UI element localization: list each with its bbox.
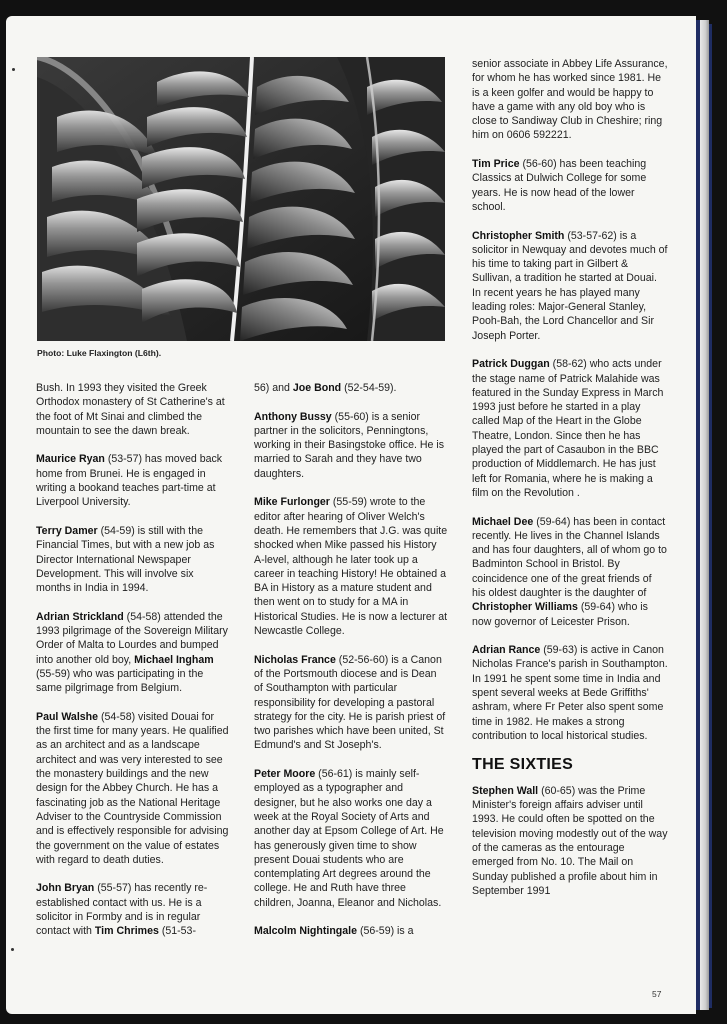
entry-name: Tim Price (472, 158, 520, 171)
entry-name: Adrian Strickland (36, 610, 124, 623)
entry-name: Christopher Smith (472, 229, 565, 242)
entry-name: Adrian Rance (472, 644, 541, 657)
entry-paragraph: Mike Furlonger (55-59) wrote to the editor after hearing of Oliver Welch's death. He remembers that J.G. was quite shocked when Mike passed his History A-level, although he later took up a career in teaching History! He obtained a BA in History as a mature student and then went on to study for a MA in Historical Studies. He is now a lecturer at Newcastle College. (254, 496, 448, 638)
entry-name: Michael Dee (472, 515, 534, 528)
entry-paragraph: Bush. In 1993 they visited the Greek Orthodox monastery of St Catherine's at the foot of Mt Sinai and climbed the mountain to see the dawn break. (36, 382, 225, 437)
entry-name: Christopher Williams (472, 601, 578, 614)
entry-name: Patrick Duggan (472, 358, 550, 371)
page-number: 57 (652, 989, 662, 999)
entry-name: John Bryan (36, 882, 95, 895)
column-1 (36, 381, 230, 953)
entry-paragraph: Tim Price (56-60) has been teaching Classics at Dulwich College for some years. He is now head of the lower school. (472, 158, 647, 213)
photo-caption: Photo: Luke Flaxington (L6th). (37, 348, 162, 358)
entry-name: Terry Damer (36, 524, 98, 537)
entry-name: Michael Ingham (134, 653, 214, 666)
entry-name: Peter Moore (254, 768, 316, 781)
entry-paragraph: Terry Damer (54-59) is still with the Financial Times, but with a new job as Director International Newspaper Development. This will involve six months in India in 1994. (36, 524, 215, 595)
scan-speck (11, 948, 14, 951)
entry-paragraph: Maurice Ryan (53-57) has moved back home from Brunei. He is engaged in writing a bookand teaches part-time at Liverpool University. (36, 453, 223, 509)
leaf-photo-image (37, 57, 445, 341)
entry-paragraph: Stephen Wall (60-65) was the Prime Minister's foreign affairs adviser until 1993. He could often be spotted on the television moving modestly out of the way of the cameras as the entourage emerged from No. 10. The Mail on Sunday published a profile about him in September 1991 (472, 784, 668, 897)
entry-name: Joe Bond (292, 382, 342, 394)
entry-paragraph: 56) and Joe Bond (52-54-59). (254, 382, 397, 394)
entry-name: Maurice Ryan (36, 453, 105, 466)
entry-paragraph: Adrian Rance (59-63) is active in Canon Nicholas France's parish in Southampton. In 1991 he spent some time in India and spent several weeks at Bede Griffiths' ashram, where Fr Peter also spent some time in 1982. He makes a strong contribution to local historical studies. (472, 644, 668, 742)
entry-name: Malcolm Nightingale (254, 925, 358, 938)
entry-name: Paul Walshe (36, 710, 99, 723)
page-edge-binding (700, 20, 709, 1010)
entry-paragraph: senior associate in Abbey Life Assurance, for whom he has worked since 1981. He is a keen golfer and would be happy to have a game with any old boy who is close to Sandiway Club in Cheshire; ring him on 0606 592221. (472, 58, 668, 142)
entry-paragraph: Paul Walshe (54-58) visited Douai for the first time for many years. He qualified as an architect and as a landscape architect and was very interested to see the monastery buildings and the new design for the Abbey Church. He has a fascinating job as the National Heritage Adviser to the Countryside Commission and is effectively responsible for advising the government on the value of estates with regard to death duties. (36, 710, 229, 866)
entry-paragraph: Peter Moore (56-61) is mainly self-employed as a typographer and designer, but he also works one day a week at the Royal Society of Arts and another day at Epsom College of Art. He has generously given time to show present Douai students who are contemplating Art degrees around the college. He and Ruth have three children, Joanna, Eleanor and Nicholas. (254, 768, 444, 909)
entry-paragraph: John Bryan (55-57) has recently re-established contact with us. He is a solicitor in Formby and is in regular contact with Tim Chrimes (51-53- (36, 882, 208, 938)
entry-name: Tim Chrimes (94, 925, 159, 938)
column-3 (472, 57, 668, 913)
entry-name: Nicholas France (254, 653, 336, 666)
page-edge-stripe-outer (709, 24, 712, 1008)
scan-speck (12, 68, 15, 71)
entry-paragraph: Patrick Duggan (58-62) who acts under the stage name of Patrick Malahide was featured in the Sunday Express in March 1993 just before he started in a play called Map of the Heart in the Globe Theatre, London. Since then he has played the part of Casaubon in the BBC production of Middlemarch. He has just left for Romania, where he is making a film on the Revolution . (472, 358, 664, 499)
entry-paragraph: Anthony Bussy (55-60) is a senior partner in the solicitors, Penningtons, working in their Basingstoke office. He is married to Sarah and they have two daughters. (254, 410, 444, 480)
section-heading: THE SIXTIES (472, 755, 574, 773)
entry-paragraph: Michael Dee (59-64) has been in contact recently. He lives in the Channel Islands and has four daughters, all of whom go to Badminton School in Bristol. By coincidence one of the great friends of his oldest daughter is the daughter of Christopher Williams (59-64) who is now governor of Leicester Prison. (472, 515, 667, 628)
column-2 (254, 381, 448, 953)
entry-paragraph: Adrian Strickland (54-58) attended the 1993 pilgrimage of the Sovereign Military Order of Malta to Lourdes and bumped into another old boy, Michael Ingham (55-59) who was participating in the same pilgrimage from Belgium. (36, 610, 228, 695)
entry-paragraph: Christopher Smith (53-57-62) is a solicitor in Newquay and devotes much of his time to taking part in Gilbert & Sullivan, a tradition he started at Douai. In recent years he has played many leading roles: Major-General Stanley, Pooh-Bah, the Lord Chancellor and Sir Joseph Porter. (472, 229, 668, 342)
entry-paragraph: Nicholas France (52-56-60) is a Canon of the Portsmouth diocese and is Dean of Southampton with particular responsibility for developing a pastoral strategy for the city. He is parish priest of two parishes which have been united, St Edmund's and St Joseph's. (254, 653, 446, 752)
entry-name: Stephen Wall (472, 784, 539, 797)
leaf-photo (37, 57, 445, 341)
entry-paragraph: Malcolm Nightingale (56-59) is a (254, 925, 414, 938)
entry-name: Anthony Bussy (254, 410, 332, 423)
entry-name: Mike Furlonger (254, 496, 330, 509)
